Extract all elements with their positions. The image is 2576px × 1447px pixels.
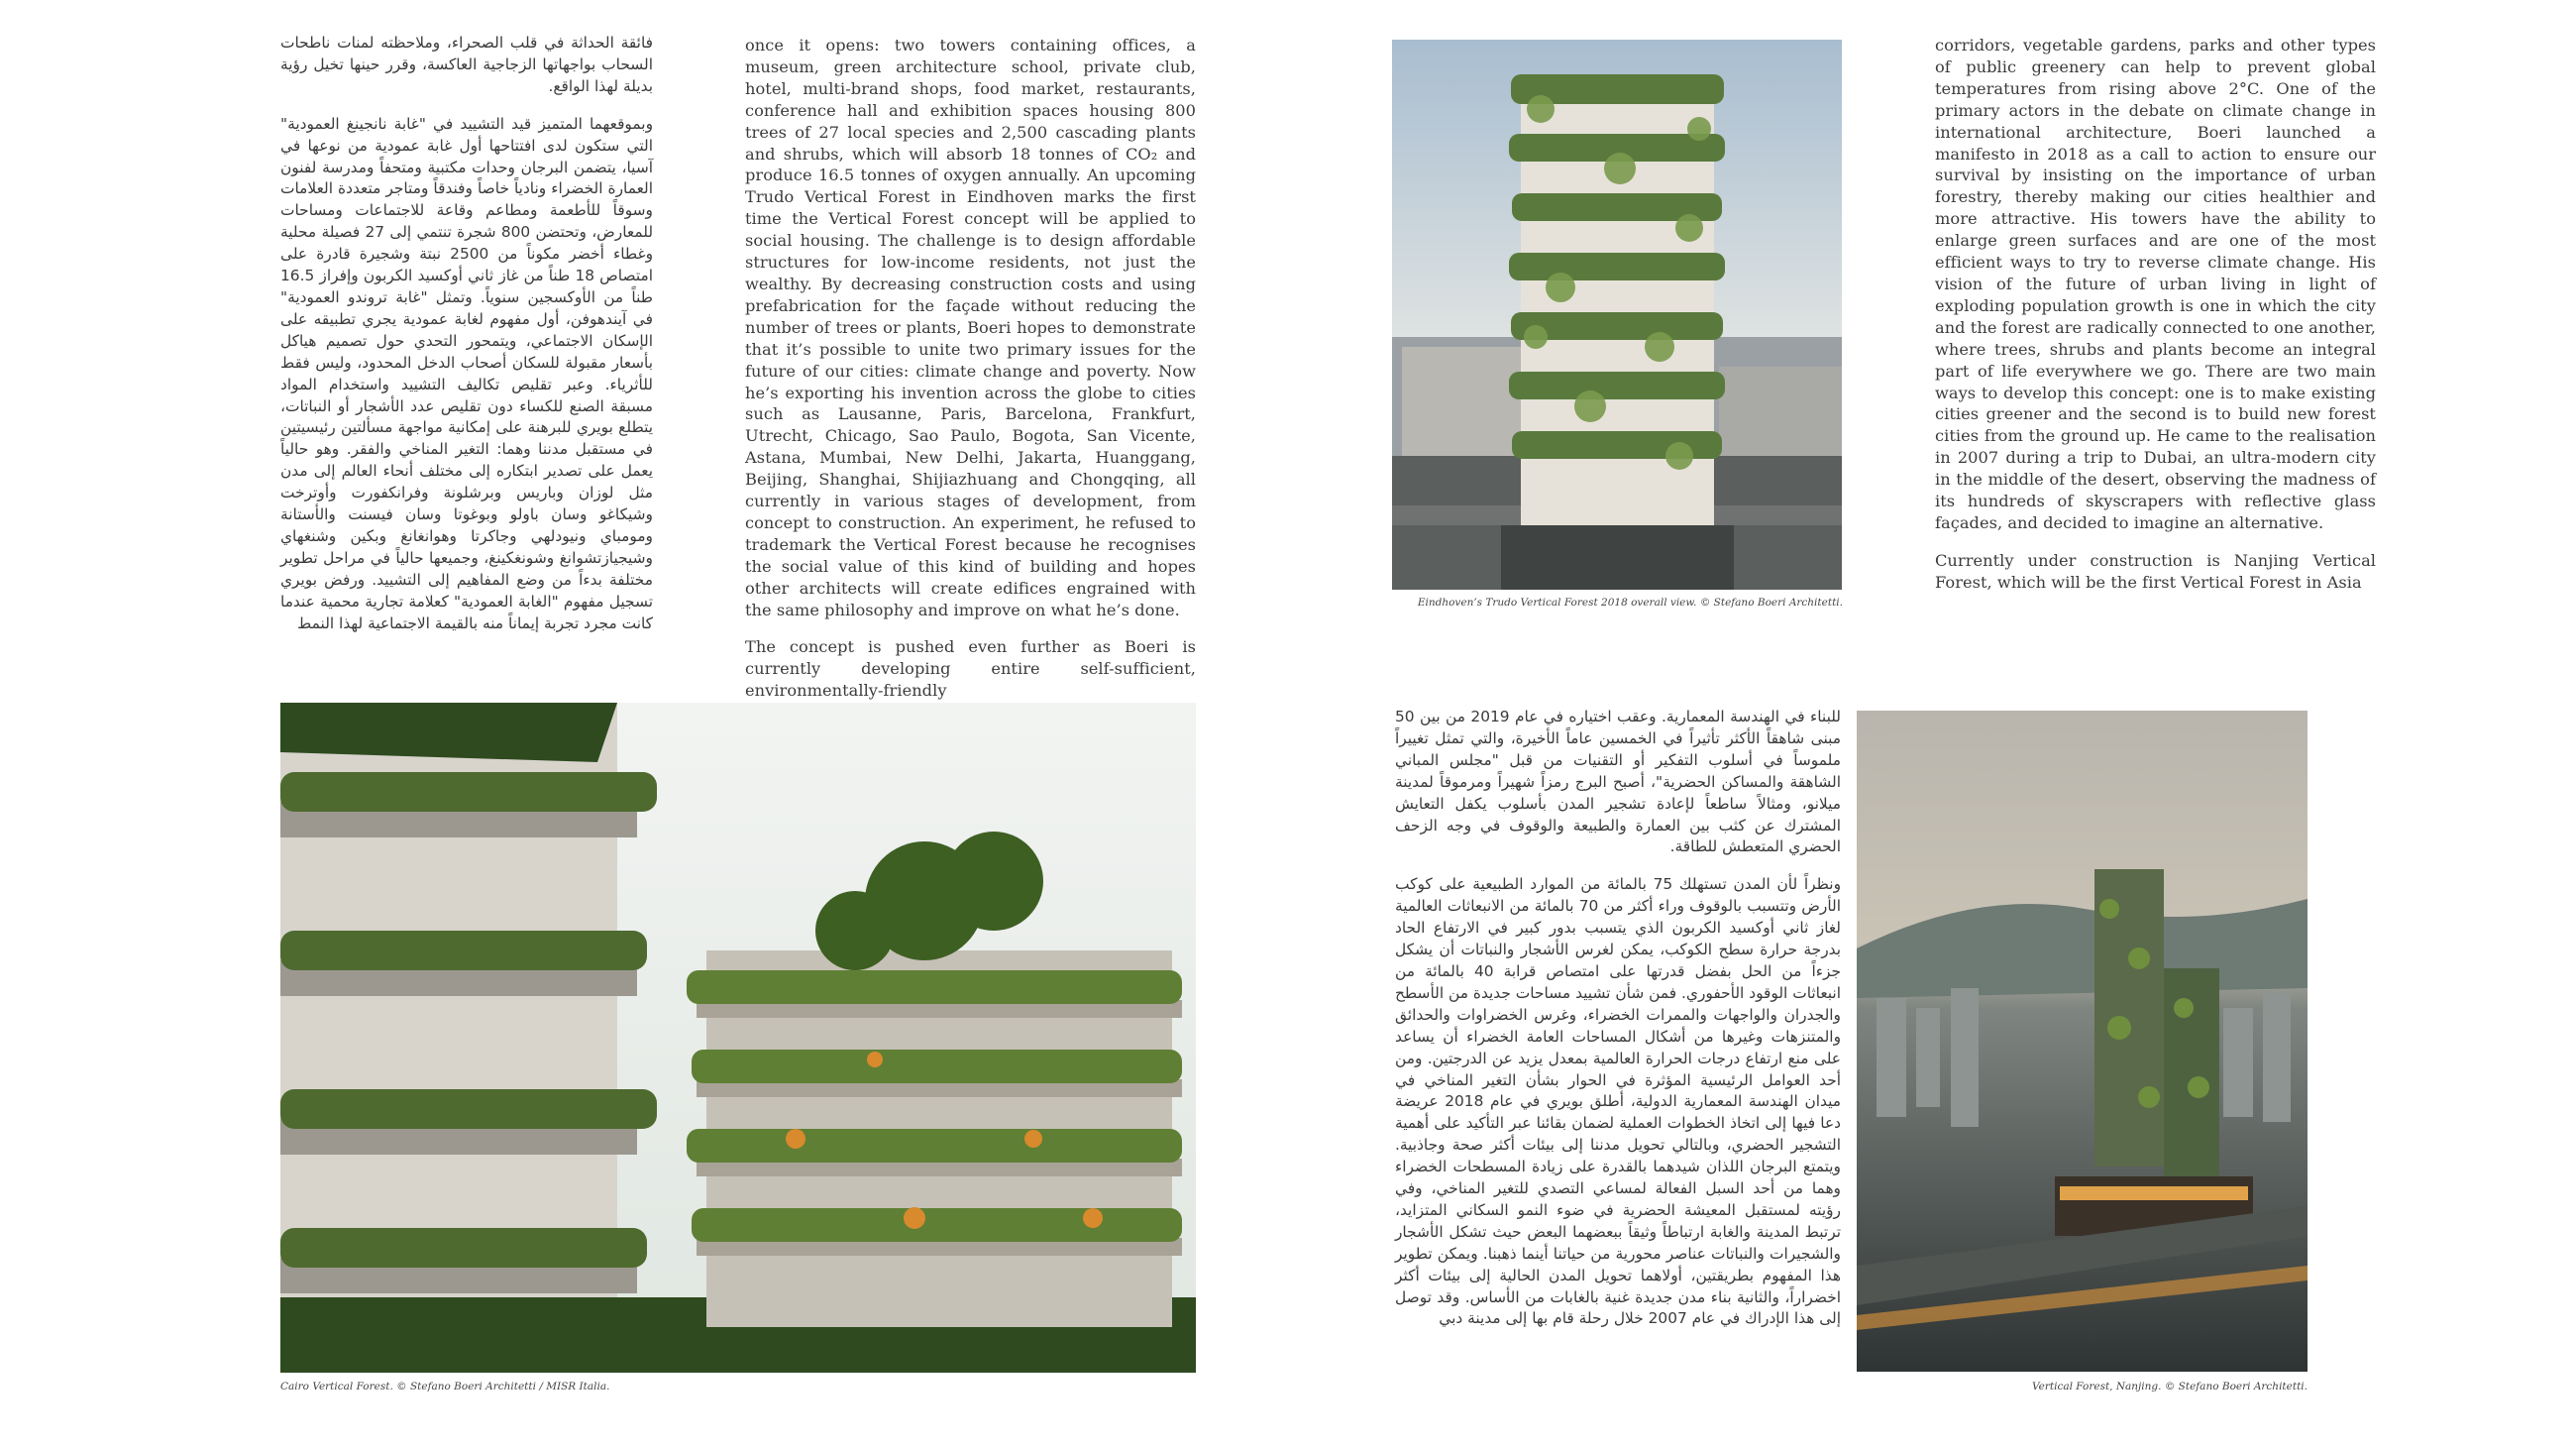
arabic-text-column-top — [280, 33, 654, 632]
cairo-caption: Cairo Vertical Forest. © Stefano Boeri Architetti / MISR Italia. — [280, 1381, 610, 1392]
eindhoven-tower-photo — [1392, 40, 1842, 590]
arabic-text-column-bottom — [1395, 707, 1841, 1405]
nanjing-caption: Vertical Forest, Nanjing. © Stefano Boeri Architetti. — [2032, 1381, 2308, 1392]
english-paragraph: The concept is pushed even further as Boeri is currently developing entire self-sufficient, environmentally-friendly — [745, 637, 1196, 701]
nanjing-vertical-forest-photo — [1857, 711, 2308, 1372]
cairo-vertical-forest-photo — [280, 703, 1196, 1373]
arabic-paragraph: وبموقعهما المتميز قيد التشييد في "غابة نانجينغ العمودية" التي ستكون لدى افتتاحها أول غابة عمودية من نوعها في آسيا، يتضمن البرجان وحدات مكتبية ومتحفاً ومدرسة لفنون العمارة الخضراء ونادياً خاصاً وفندقاً ومتاجر متعددة العلامات وسوقاً للأطعمة ومطاعم وقاعة للاجتماعات ومساحات للمعارض، وتحتضن 800 شجرة تنتمي إلى 27 فصيلة محلية وغطاء أخضر مكوناً من 2500 نبتة وشجيرة قادرة على امتصاص 18 طناً من غاز ثاني أوكسيد الكربون وإفراز 16.5 طناً من الأوكسجين سنوياً. وتمثل "غابة تروندو العمودية" في آيندهوفن، أول مفهوم لغابة عمودية يجري تطبيقه على الإسكان الاجتماعي، ويتمحور التحدي حول تصميم هياكل بأسعار مقبولة للسكان أصحاب الدخل المحدود، وليس فقط للأثرياء. وعبر تقليص تكاليف التشييد واستخدام المواد مسبقة الصنع للكساء دون تقليص عدد الأشجار أو النباتات، يتطلع بويري للبرهنة على إمكانية مواجهة مسألتين رئيسيتين في مستقبل مدننا وهما: التغير المناخي والفقر. وهو حالياً يعمل على تصدير ابتكاره إلى مختلف أنحاء العالم إلى مدن مثل لوزان وباريس وبرشلونة وفرانكفورت وأوترخت وشيكاغو وسان باولو وبوغوتا وسان فيسنت والأستانة ومومباي ونيودلهي وجاكرتا وهوانغانغ وبكين وشنغهاي وشيجيازتشوانغ وشونغكينغ، وجميعها حالياً في مراحل تطوير مختلفة بدءاً من وضع المفاهيم إلى التشييد. ورفض بويري تسجيل مفهوم "الغابة العمودية" كعلامة تجارية محمية عندما كانت مجرد تجربة إيماناً منه بالقيمة الاجتماعية لهذا النمط — [280, 114, 654, 632]
arabic-paragraph: ونظراً لأن المدن تستهلك 75 بالمائة من الموارد الطبيعية على كوكب الأرض وتتسبب بالوقوف وراء أكثر من 70 بالمائة من الانبعاثات العالمية لغاز ثاني أوكسيد الكربون الذي يتسبب بدور كبير في الارتفاع الحاد بدرجة حرارة سطح الكوكب، يمكن لغرس الأشجار والنباتات أن يشكل جزءاً من الحل بفضل قدرتها على امتصاص قرابة 40 بالمائة من انبعاثات الوقود الأحفوري. فمن شأن تشييد مساحات جديدة من الأسطح والجدران والواجهات والممرات الخضراء، وغرس الخضراوات والحدائق والمتنزهات وغيرها من أشكال المساحات العامة الخضراء أن يساعد على منع ارتفاع درجات الحرارة العالمية بمعدل يزيد عن الدرجتين. ومن أحد العوامل الرئيسية المؤثرة في الحوار بشأن التغير المناخي في ميدان الهندسة المعمارية الدولية، أطلق بويري في عام 2018 عريضة دعا فيها إلى اتخاذ الخطوات العملية لضمان بقائنا عبر التأكيد على أهمية التشجير الحضري، وبالتالي تحويل مدننا إلى بيئات أكثر صحة وجاذبية. ويتمتع البرجان اللذان شيدهما بالقدرة على زيادة المسطحات الخضراء وهما من أحد السبل الفعالة لمساعي التصدي للتغير المناخي، وفي رؤيته لمستقبل المعيشة الحضرية في ضوء النمو السكاني المتزايد، ترتبط المدينة والغابة ارتباطاً وثيقاً ببعضهما البعض حيث تشكل الأشجار والشجيرات والنباتات عناصر محورية من حياتنا أينما ذهبنا. ويمكن تطوير هذا المفهوم بطريقتين، أولاهما تحويل المدن الحالية إلى بيئات أكثر اخضراراً، والثانية بناء مدن جديدة غنية بالغابات من الأساس. وقد توصل إلى هذا الإدراك في عام 2007 خلال رحلة قام بها إلى مدينة دبي — [1395, 875, 1842, 1328]
english-paragraph: once it opens: two towers containing offices, a museum, green architecture school, private club, hotel, multi-brand shops, food market, restaurants, conference hall and exhibition spaces housing 800 trees of 27 local species and 2,500 cascading plants and shrubs, which will absorb 18 tonnes of CO₂ and produce 16.5 tonnes of oxygen annually. An upcoming Trudo Vertical Forest in Eindhoven marks the first time the Vertical Forest concept will be applied to social housing. The challenge is to design affordable structures for low-income residents, not just the wealthy. By decreasing construction costs and using prefabrication for the façade without reducing the number of trees or plants, Boeri hopes to demonstrate that it’s possible to unite two primary issues for the future of our cities: climate change and poverty. Now he’s exporting his invention across the globe to cities such as Lausanne, Paris, Barcelona, Frankfurt, Utrecht, Chicago, Sao Paulo, Bogota, San Vicente, Astana, Mumbai, New Delhi, Jakarta, Huanggang, Beijing, Shanghai, Shijiazhuang and Chongqing, all currently in various stages of development, from concept to construction. An experiment, he refused to trademark the Vertical Forest because he recognises the social value of this kind of building and hopes other architects will create edifices engrained with the same philosophy and improve on what he’s done. — [745, 36, 1196, 619]
arabic-paragraph: فائقة الحداثة في قلب الصحراء، وملاحظته لمنات ناطحات السحاب بواجهاتها الزجاجية العاكسة، وقرر حينها تخيل رؤية بديلة لهذا الواقع. — [280, 34, 653, 95]
english-paragraph: corridors, vegetable gardens, parks and other types of public greenery can help to prevent global temperatures from rising above 2°C. One of the primary actors in the debate on climate change in international architecture, Boeri launched a manifesto in 2018 as a call to action to ensure our survival by insisting on the importance of urban forestry, thereby making our cities healthier and more attractive. His towers have the ability to enlarge green surfaces and are one of the most efficient ways to try to reverse climate change. His vision of the future of urban living in light of exploding population growth is one in which the city and the forest are radically connected to one another, where trees, shrubs and plants become an integral part of life everywhere we go. There are two main ways to develop this concept: one is to make existing cities greener and the second is to build new forest cities from the ground up. He came to the realisation in 2007 during a trip to Dubai, an ultra-modern city in the middle of the desert, observing the madness of its hundreds of skyscrapers with reflective glass façades, and decided to imagine an alternative. — [1935, 36, 2376, 532]
english-paragraph: Currently under construction is Nanjing Vertical Forest, which will be the first Vertical Forest in Asia — [1935, 550, 2376, 592]
english-text-column-1 — [745, 35, 1196, 701]
english-text-column-2 — [1935, 35, 2376, 623]
eindhoven-caption: Eindhoven’s Trudo Vertical Forest 2018 overall view. © Stefano Boeri Architetti. — [1417, 597, 1843, 609]
arabic-paragraph: للبناء في الهندسة المعمارية. وعقب اختياره في عام 2019 من بين 50 مبنى شاهقاً الأكثر تأثيراً في الخمسين عاماً الأخيرة، والتي تمثل تغييراً ملموساً في أسلوب التفكير أو التقنيات من قبل "مجلس المباني الشاهقة والمساكن الحضرية"، أصبح البرج رمزاً شهيراً ومرموقاً لمدينة ميلانو، ومثالاً ساطعاً لإعادة تشجير المدن بأسلوب يكفل التعايش المشترك عن كثب بين العمارة والطبيعة والوقوف في وجه الزحف الحضري المتعطش للطاقة. — [1395, 708, 1841, 856]
